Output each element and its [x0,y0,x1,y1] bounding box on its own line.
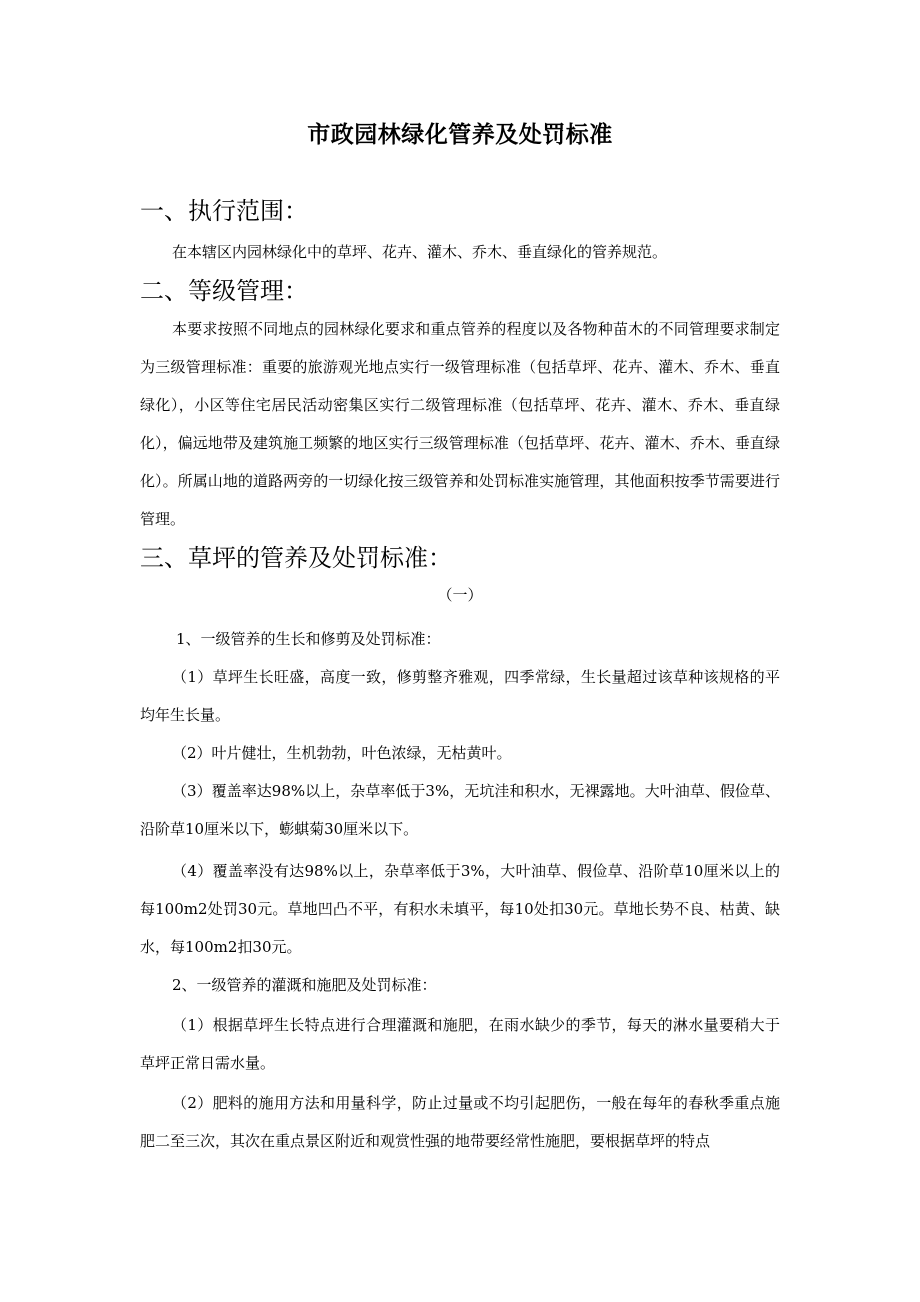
paragraph-scope: 在本辖区内园林绿化中的草坪、花卉、灌木、乔木、垂直绿化的管养规范。 [172,243,668,261]
paragraph-growth-3: （3）覆盖率达98%以上，杂草率低于3%，无坑洼和积水，无裸露地。大叶油草、假俭草、沿阶草10厘米以下，蟛蜞菊30厘米以下。 [140,782,780,838]
paragraph-growth-4: （4）覆盖率没有达98%以上，杂草率低于3%，大叶油草、假俭草、沿阶草10厘米以上的每100m2处罚30元。草地凹凸不平，有积水未填平，每10处扣30元。草地长势不良、枯黄、缺水，每100m2扣30元。 [140,862,780,956]
paragraph-growth-2: （2）叶片健壮，生机勃勃，叶色浓绿，无枯黄叶。 [172,744,512,762]
item-title-growth-pruning: 1、一级管养的生长和修剪及处罚标准： [176,630,441,648]
section-heading-grade-management: 二、等级管理： [140,277,308,305]
paragraph-growth-1: （1）草坪生长旺盛，高度一致，修剪整齐雅观，四季常绿，生长量超过该草种该规格的平均年生长量。 [140,668,780,724]
paragraph-grade-management: 本要求按照不同地点的园林绿化要求和重点管养的程度以及各物种苗木的不同管理要求制定为三级管理标准：重要的旅游观光地点实行一级管理标准（包括草坪、花卉、灌木、乔木、垂直绿化），小区等住宅居民活动密集区实行二级管理标准（包括草坪、花卉、灌木、乔木、垂直绿化），偏远地带及建筑施工频繁的地区实行三级管理标准（包括草坪、花卉、灌木、乔木、垂直绿化）。所属山地的道路两旁的一切绿化按三级管养和处罚标准实施管理，其他面积按季节需要进行管理。 [140,320,780,528]
paragraph-irrigation-2: （2）肥料的施用方法和用量科学，防止过量或不均引起肥伤，一般在每年的春秋季重点施肥二至三次，其次在重点景区附近和观赏性强的地带要经常性施肥，要根据草坪的特点 [140,1094,780,1150]
document-title: 市政园林绿化管养及处罚标准 [307,121,613,148]
section-heading-lawn: 三、草坪的管养及处罚标准： [140,544,452,572]
item-title-irrigation: 2、一级管养的灌溉和施肥及处罚标准： [172,976,437,994]
paragraph-irrigation-1: （1）根据草坪生长特点进行合理灌溉和施肥，在雨水缺少的季节，每天的淋水量要稍大于草坪正常日需水量。 [140,1016,780,1072]
section-heading-scope: 一、执行范围： [140,197,308,225]
subsection-number: （一） [437,586,483,604]
